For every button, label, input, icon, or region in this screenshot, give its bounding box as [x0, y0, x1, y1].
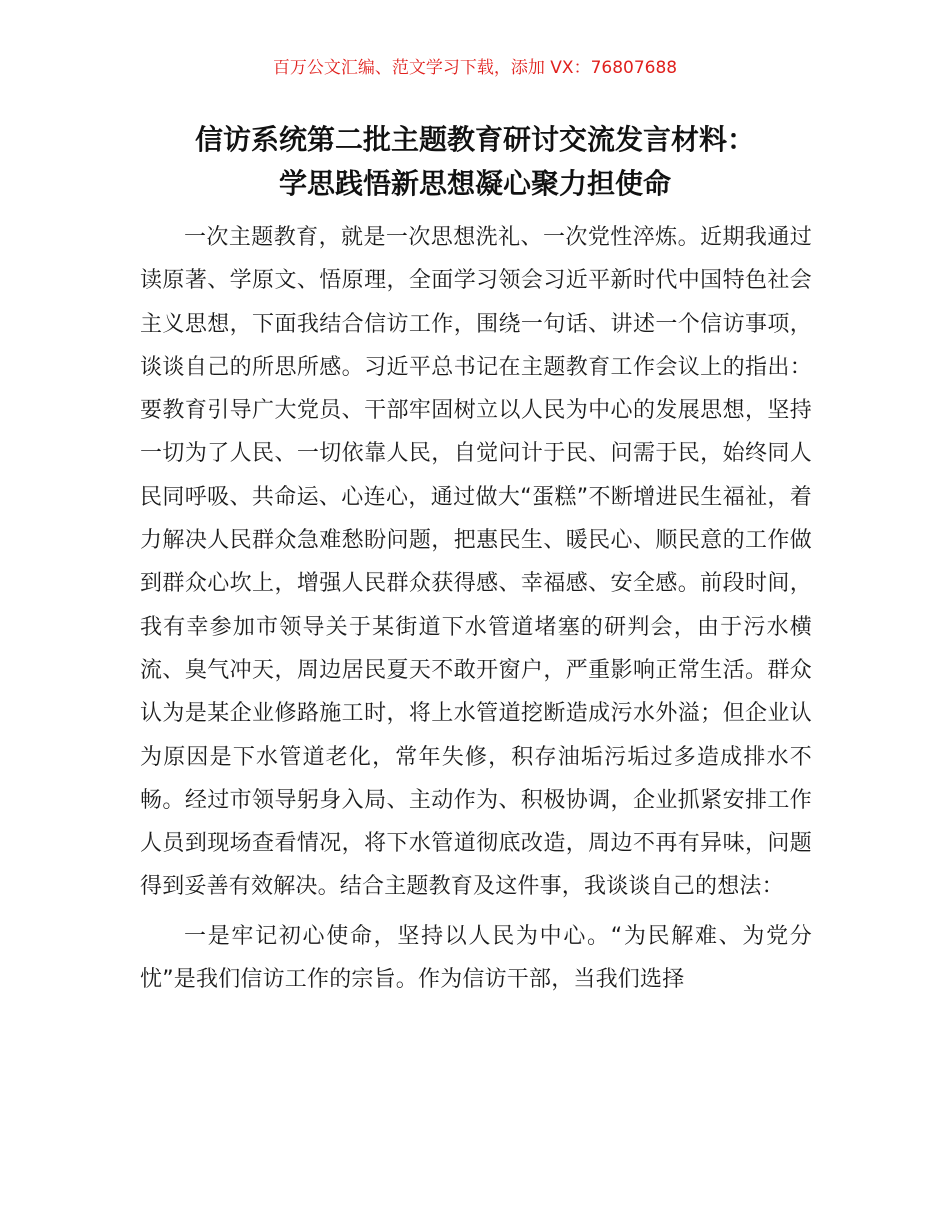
title-line-2: 学思践悟新思想凝心聚力担使命 — [278, 167, 671, 200]
paragraph-intro: 一次主题教育，就是一次思想洗礼、一次党性淬炼。近期我通过读原著、学原文、悟原理，全面学习领会习近平新时代中国特色社会主义思想，下面我结合信访工作，围绕一句话、讲述一个信访事项，谈谈自己的所思所感。习近平总书记在主题教育工作会议上的指出：要教育引导广大党员、干部牢固树立以人民为中心的发展思想，坚持一切为了人民、一切依靠人民，自觉问计于民、问需于民，始终同人民同呼吸、共命运、心连心，通过做大“蛋糕”不断增进民生福祉，着力解决人民群众急难愁盼问题，把惠民生、暖民心、顺民意的工作做到群众心坎上，增强人民群众获得感、幸福感、安全感。前段时间，我有幸参加市领导关于某街道下水管道堵塞的研判会，由于污水横流、臭气冲天，周边居民夏天不敢开窗户，严重影响正常生活。群众认为是某企业修路施工时，将上水管道挖断造成污水外溢；但企业认为原因是下水管道老化，常年失修，积存油垢污垢过多造成排水不畅。经过市领导躬身入局、主动作为、积极协调，企业抓紧安排工作人员到现场查看情况，将下水管道彻底改造，周边不再有异味，问题得到妥善有效解决。结合主题教育及这件事，我谈谈自己的想法： — [140, 225, 812, 900]
document-body — [140, 216, 812, 1001]
paragraph-point-one: 一是牢记初心使命，坚持以人民为中心。“为民解难、为党分忧”是我们信访工作的宗旨。作为信访干部，当我们选择 — [140, 923, 812, 993]
document-title — [100, 118, 850, 206]
header-contact-note: 百万公文汇编、范文学习下载，添加 VX：76807688 — [272, 58, 678, 78]
title-line-1: 信访系统第二批主题教育研讨交流发言材料： — [194, 123, 755, 156]
